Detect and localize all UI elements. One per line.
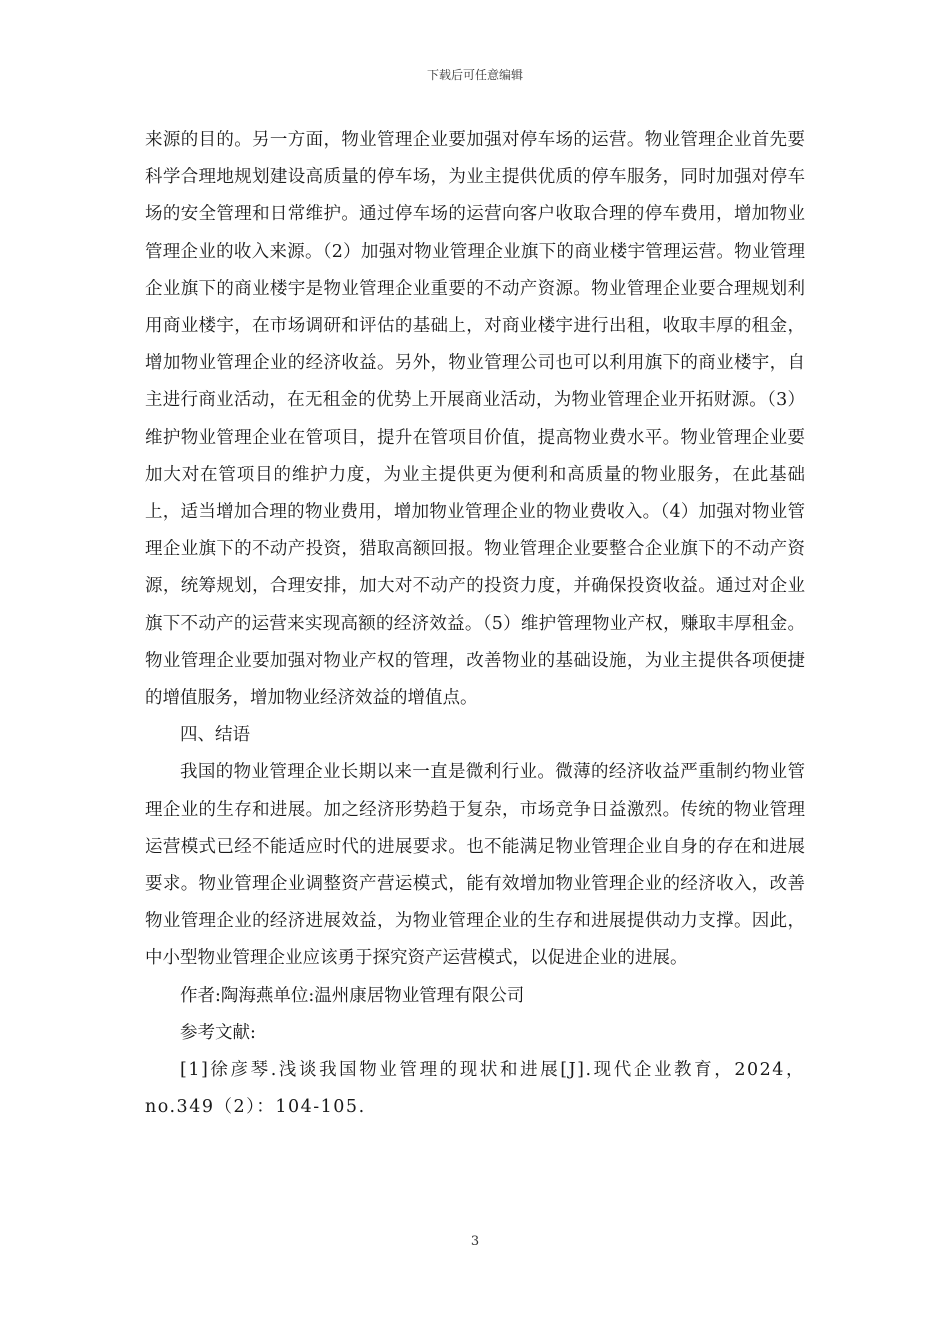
references-heading: 参考文献: xyxy=(180,1022,256,1043)
page-number: 3 xyxy=(470,1234,480,1249)
section-heading: 四、结语 xyxy=(180,725,250,746)
document-body xyxy=(145,122,805,1126)
author-line: 作者:陶海燕单位:温州康居物业管理有限公司 xyxy=(180,985,525,1006)
conclusion-paragraph: 我国的物业管理企业长期以来一直是微利行业。微薄的经济收益严重制约物业管理企业的生存和进展。加之经济形势趋于复杂，市场竞争日益激烈。传统的物业管理运营模式已经不能适应时代的进展要求。也不能满足物业管理企业自身的存在和进展要求。物业管理企业调整资产营运模式，能有效增加物业管理企业的经济收入，改善物业管理企业的经济进展效益，为物业管理企业的生存和进展提供动力支撑。因此，中小型物业管理企业应该勇于探究资产运营模式，以促进企业的进展。 xyxy=(145,762,805,969)
body-paragraph-continuation: 来源的目的。另一方面，物业管理企业要加强对停车场的运营。物业管理企业首先要科学合理地规划建设高质量的停车场，为业主提供优质的停车服务，同时加强对停车场的安全管理和日常维护。通过停车场的运营向客户收取合理的停车费用，增加物业管理企业的收入来源。（2）加强对物业管理企业旗下的商业楼宇管理运营。物业管理企业旗下的商业楼宇是物业管理企业重要的不动产资源。物业管理企业要合理规划利用商业楼宇，在市场调研和评估的基础上，对商业楼宇进行出租，收取丰厚的租金，增加物业管理企业的经济收益。另外，物业管理公司也可以利用旗下的商业楼宇，自主进行商业活动，在无租金的优势上开展商业活动，为物业管理企业开拓财源。（3）维护物业管理企业在管项目，提升在管项目价值，提高物业费水平。物业管理企业要加大对在管项目的维护力度，为业主提供更为便利和高质量的物业服务，在此基础上，适当增加合理的物业费用，增加物业管理企业的物业费收入。（4）加强对物业管理企业旗下的不动产投资，猎取高额回报。物业管理企业要整合企业旗下的不动产资源，统筹规划，合理安排，加大对不动产的投资力度，并确保投资收益。通过对企业旗下不动产的运营来实现高额的经济效益。（5）维护管理物业产权，赚取丰厚租金。物业管理企业要加强对物业产权的管理，改善物业的基础设施，为业主提供各项便捷的增值服务，增加物业经济效益的增值点。 xyxy=(145,130,805,709)
page-header: 下载后可任意编辑 xyxy=(426,68,523,82)
reference-item: [1]徐彦琴.浅谈我国物业管理的现状和进展[J].现代企业教育，2024，no.349（2）：104-105. xyxy=(145,1060,805,1118)
